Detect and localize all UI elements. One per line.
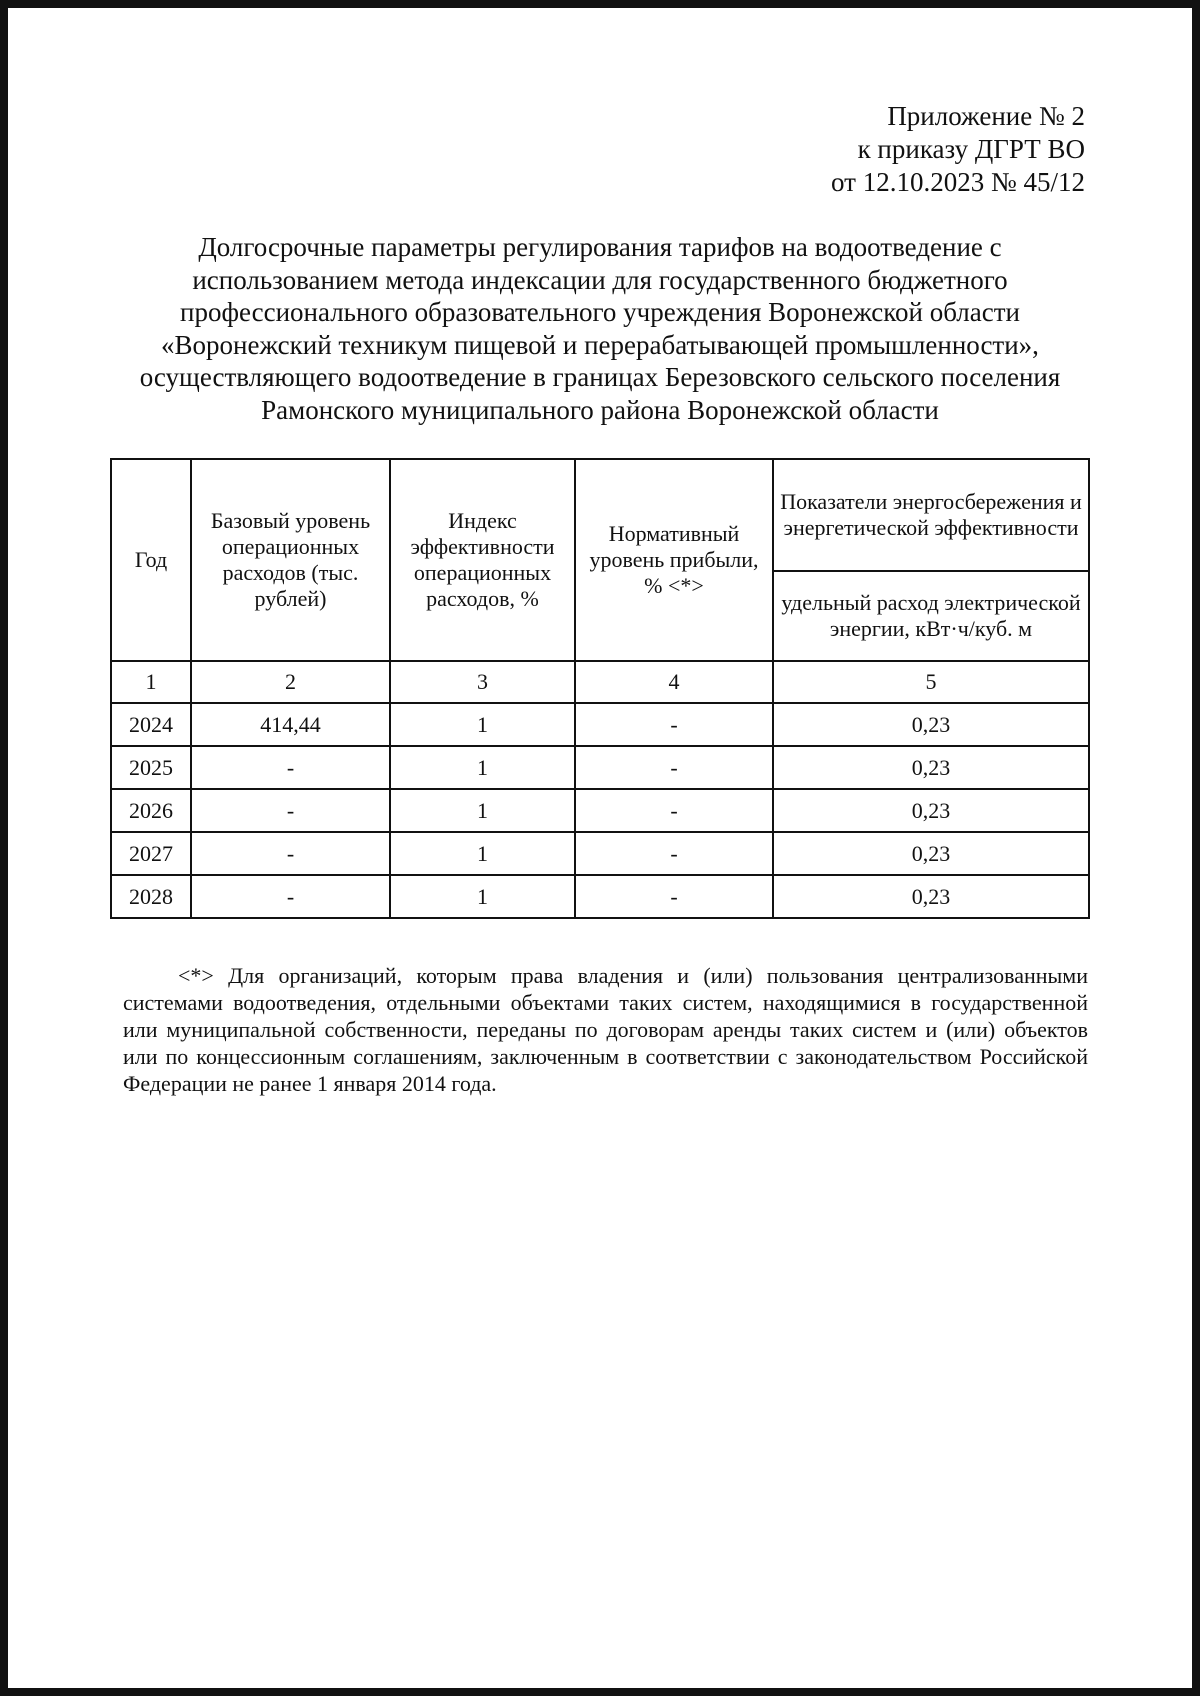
cell-base-level: -	[191, 875, 390, 918]
title-line: Рамонского муниципального района Воронежской области	[261, 394, 939, 425]
table-header-row	[111, 459, 1089, 571]
attachment-number: Приложение № 2	[887, 101, 1085, 131]
cell-base-level: -	[191, 832, 390, 875]
cell-profit-level: -	[575, 746, 773, 789]
title-line: «Воронежский техникум пищевой и перерабатывающей промышленности»,	[161, 329, 1039, 360]
header-efficiency-index: Индекс эффективности операционных расходов, %	[390, 459, 575, 661]
attachment-date: от 12.10.2023 № 45/12	[831, 167, 1085, 197]
cell-year: 2025	[111, 746, 191, 789]
column-number: 1	[111, 661, 191, 703]
cell-profit-level: -	[575, 832, 773, 875]
column-number: 4	[575, 661, 773, 703]
cell-year: 2024	[111, 703, 191, 746]
cell-energy-specific: 0,23	[773, 832, 1089, 875]
table-row	[111, 832, 1089, 875]
cell-efficiency-index: 1	[390, 789, 575, 832]
header-profit-level: Нормативный уровень прибыли, % <*>	[575, 459, 773, 661]
column-number: 5	[773, 661, 1089, 703]
cell-profit-level: -	[575, 789, 773, 832]
header-base-level: Базовый уровень операционных расходов (тыс. рублей)	[191, 459, 390, 661]
cell-efficiency-index: 1	[390, 746, 575, 789]
cell-efficiency-index: 1	[390, 875, 575, 918]
cell-energy-specific: 0,23	[773, 703, 1089, 746]
cell-energy-specific: 0,23	[773, 875, 1089, 918]
title-line: профессионального образовательного учреждения Воронежской области	[180, 297, 1020, 327]
header-energy-specific: удельный расход электрической энергии, кВт·ч/куб. м	[773, 571, 1089, 661]
attachment-order: к приказу ДГРТ ВО	[857, 134, 1085, 164]
cell-base-level: -	[191, 789, 390, 832]
table-row	[111, 703, 1089, 746]
table-row	[111, 789, 1089, 832]
table-row	[111, 746, 1089, 789]
document-title	[110, 231, 1090, 426]
title-line: Долгосрочные параметры регулирования тарифов на водоотведение с	[198, 232, 1002, 262]
title-line: осуществляющего водоотведение в границах Березовского сельского поселения	[139, 362, 1061, 392]
header-year: Год	[111, 459, 191, 661]
attachment-reference	[831, 100, 1085, 199]
cell-profit-level: -	[575, 703, 773, 746]
cell-efficiency-index: 1	[390, 703, 575, 746]
cell-base-level: -	[191, 746, 390, 789]
cell-year: 2028	[111, 875, 191, 918]
column-number: 3	[390, 661, 575, 703]
cell-energy-specific: 0,23	[773, 789, 1089, 832]
title-line: использованием метода индексации для государственного бюджетного	[192, 264, 1008, 295]
column-number-row	[111, 661, 1089, 703]
cell-efficiency-index: 1	[390, 832, 575, 875]
footnote: <*> Для организаций, которым права владения и (или) пользования централизованными системами водоотведения, отдельными объектами таких систем, находящимися в государственной или муниципальной собственности, переданы по договорам аренды таких систем и (или) объектов или по концессионным соглашениям, заключенным в соответствии с законодательством Российской Федерации не ранее 1 января 2014 года.	[123, 963, 1088, 1096]
parameters-table	[110, 458, 1090, 919]
cell-year: 2026	[111, 789, 191, 832]
cell-base-level: 414,44	[191, 703, 390, 746]
cell-profit-level: -	[575, 875, 773, 918]
header-energy-group: Показатели энергосбережения и энергетической эффективности	[773, 459, 1089, 571]
column-number: 2	[191, 661, 390, 703]
table-row	[111, 875, 1089, 918]
cell-year: 2027	[111, 832, 191, 875]
cell-energy-specific: 0,23	[773, 746, 1089, 789]
